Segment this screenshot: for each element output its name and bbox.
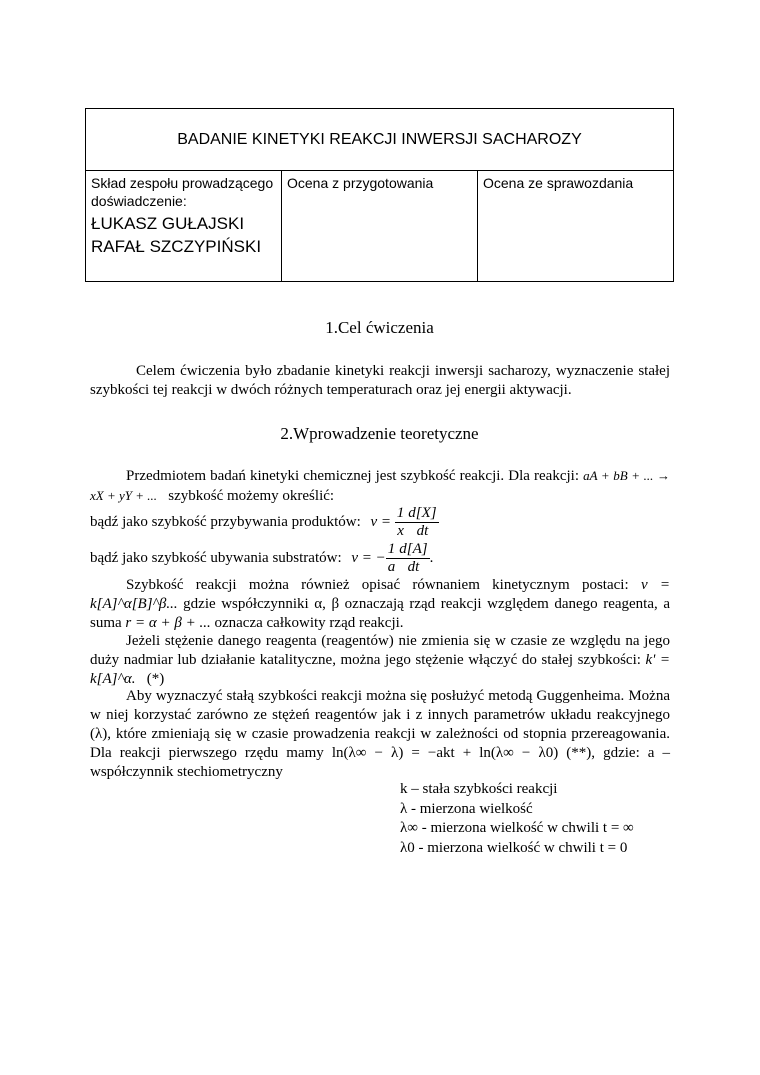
pseudo-order-text: Jeżeli stężenie danego reagenta (reagentów) nie zmienia się w czasie ze względu na jego duży nadmiar lub działanie katalityczne, można jego stężenie włączyć do stałej szybkości: (90, 633, 670, 668)
fraction-1-over-a: $\frac{1}{a}$ (387, 541, 396, 575)
reaction-equation: aA + bB + ... → xX + yY + ... (90, 468, 670, 503)
team-label-line2: doświadczenie: (91, 193, 187, 209)
fraction-1-over-x: $\frac{1}{x}$ (396, 505, 405, 539)
report-grade-label: Ocena ze sprawozdania (483, 175, 634, 191)
total-order-equation: r = α + β + ... (125, 615, 211, 631)
team-cell (86, 171, 282, 282)
team-label-line1: Skład zespołu prowadzącego (91, 175, 274, 191)
guggenheim-text: Aby wyznaczyć stałą szybkości reakcji można się posłużyć metodą Guggenheima. Można w niej korzystać zarówno ze stężeń reagentów jak i z innych parametrów układu reakcyjnego (λ), które zmieniają się w czasie prowadzenia reakcji w zależności od stopnia przereagowania. Dla reakcji pierwszego rzędu mamy (90, 688, 670, 761)
product-rate-line (90, 505, 439, 540)
document-title: BADANIE KINETYKI REAKCJI INWERSJI SACHAROZY (86, 109, 673, 171)
section1-heading: 1.Cel ćwiczenia (325, 318, 434, 337)
equation-mark-1: (*) (146, 671, 165, 687)
fraction-dA-dt: $\frac{d[A]}{dt}$ (399, 541, 428, 575)
kinetic-text-c: oznacza całkowity rząd reakcji. (214, 615, 404, 631)
kinetic-text-b: gdzie współczynniki α, β oznaczają rząd reakcji względem danego reagenta, a suma (90, 596, 670, 631)
fraction-dX-dt: $\frac{d[X]}{dt}$ (408, 505, 437, 539)
legend-lambda-0: λ0 - mierzona wielkość w chwili t = 0 (400, 840, 628, 856)
section1-text: Celem ćwiczenia było zbadanie kinetyki reakcji inwersji sacharozy, wyznaczenie stałej szybkości tej reakcji w dwóch różnych temperaturach oraz jej energii aktywacji. (90, 363, 670, 398)
kinetic-equation-paragraph (90, 576, 670, 633)
guggenheim-where: gdzie: a – współczynnik stechiometryczny (90, 745, 671, 780)
prep-grade-cell (282, 171, 478, 282)
substrate-rate-label: bądź jako szybkość ubywania substratów: (90, 550, 342, 566)
product-rate-lhs: v = (370, 514, 395, 530)
kinetic-equation: v = k[A]^α[B]^β... (90, 577, 671, 612)
pseudo-order-equation: k' = k[A]^α. (90, 652, 670, 687)
section2-heading: 2.Wprowadzenie teoretyczne (280, 424, 479, 443)
guggenheim-paragraph (90, 687, 670, 782)
report-grade-cell (478, 171, 673, 282)
substrate-rate-line: bądź jako szybkość ubywania substratów: v = − $\frac{1}{a}$ $\frac{d[A]}{dt}$ . (90, 541, 434, 575)
team-member-2: RAFAŁ SZCZYPIŃSKI (91, 237, 262, 256)
intro-text-b: szybkość możemy określić: (168, 488, 335, 504)
intro-paragraph (90, 466, 670, 506)
intro-text-a: Przedmiotem badań kinetyki chemicznej jest szybkość reakcji. Dla reakcji: (126, 468, 579, 484)
product-rate-label: bądź jako szybkość przybywania produktów: (90, 514, 361, 530)
substrate-rate-lhs: v = − (351, 550, 386, 566)
pseudo-order-paragraph (90, 632, 670, 689)
legend-lambda-inf: λ∞ - mierzona wielkość w chwili t = ∞ (400, 820, 634, 836)
legend-lambda: λ - mierzona wielkość (400, 801, 533, 817)
equation-mark-2: (**), (566, 745, 596, 761)
header-table (85, 108, 674, 282)
kinetic-text-a: Szybkość reakcji można również opisać równaniem kinetycznym postaci: (126, 577, 629, 593)
legend-k: k – stała szybkości reakcji (400, 781, 558, 797)
prep-grade-label: Ocena z przygotowania (287, 175, 434, 191)
team-member-1: ŁUKASZ GUŁAJSKI (91, 214, 245, 233)
guggenheim-equation: ln(λ∞ − λ) = −akt + ln(λ∞ − λ0) (331, 745, 559, 761)
